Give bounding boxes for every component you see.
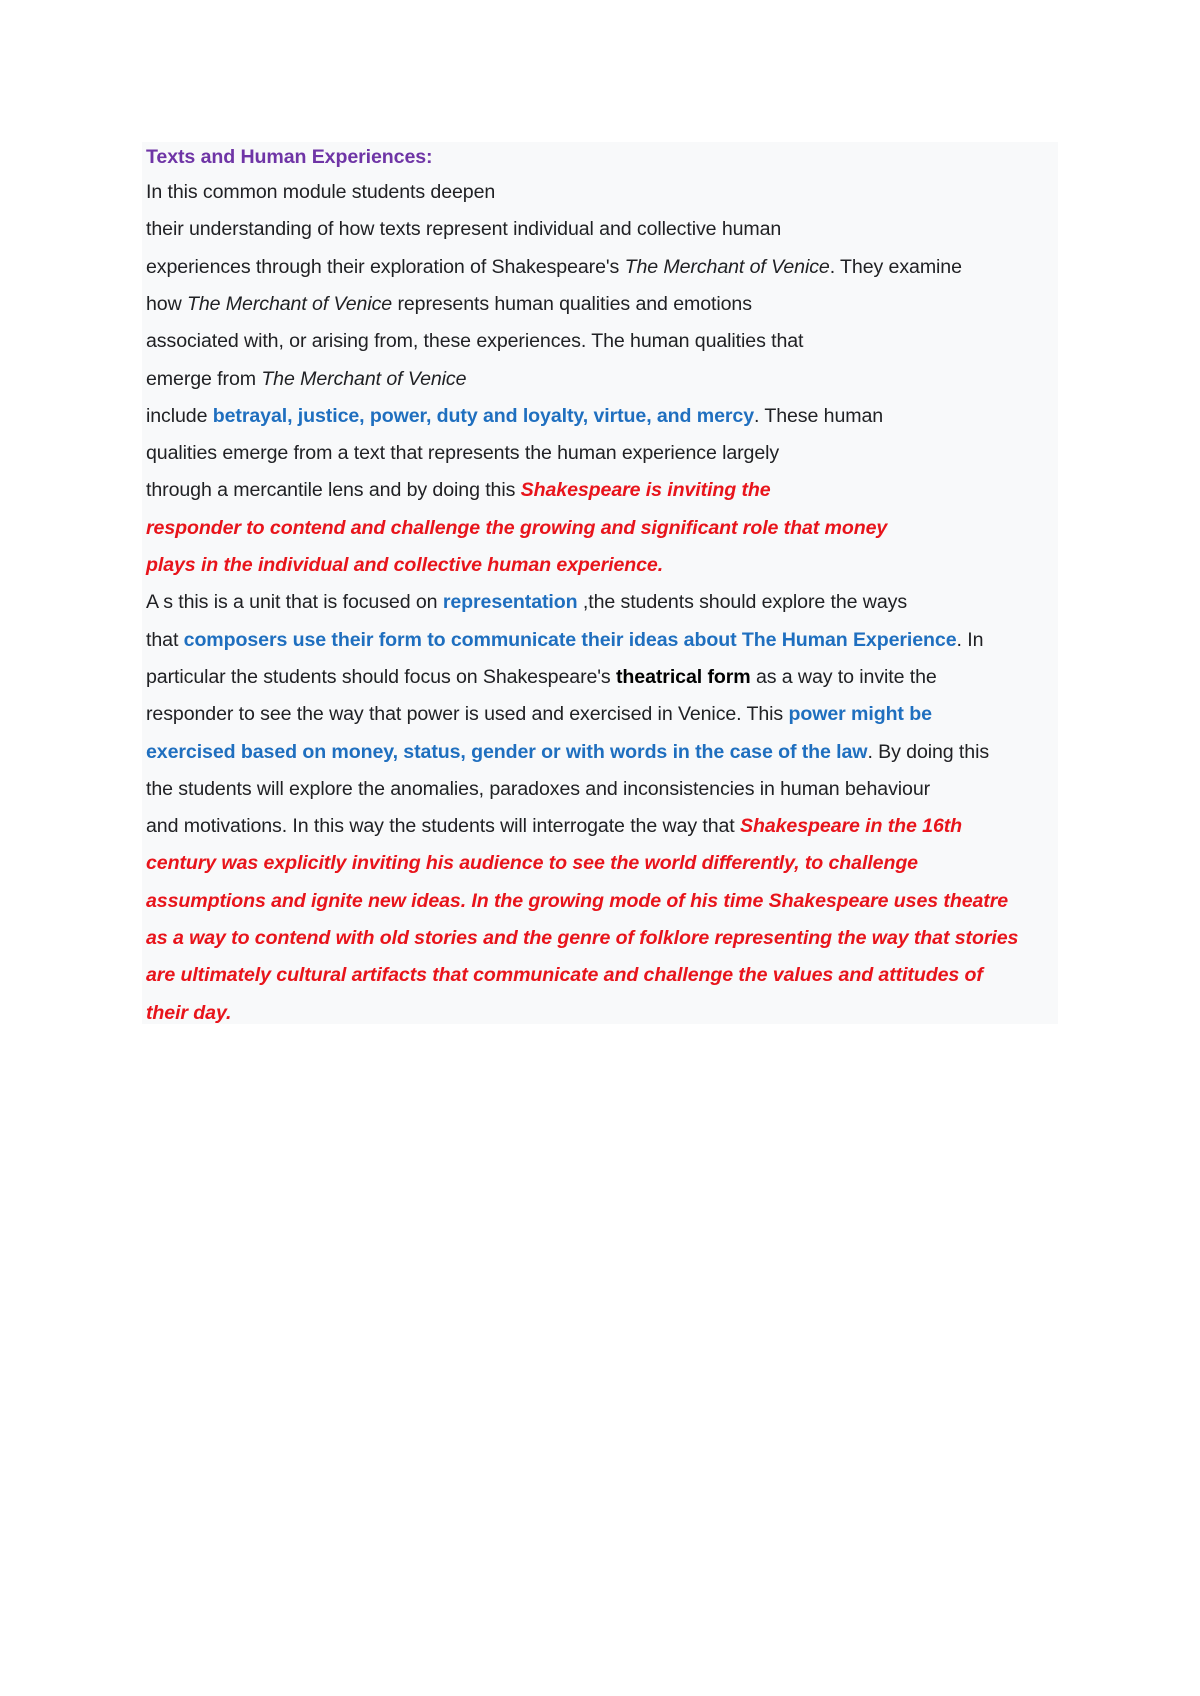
emphasis-red: their day. (146, 1001, 232, 1024)
body-line (146, 775, 930, 803)
emphasis-red: as a way to contend with old stories and the genre of folklore representing the way that stories (146, 927, 1019, 949)
body-line (146, 514, 887, 542)
body-line (146, 924, 1018, 952)
text-run: responder to see the way that power is used and exercised in Venice. This (146, 703, 789, 726)
body-line (146, 551, 663, 579)
body-line (146, 812, 962, 840)
emphasis-blue: composers use their form to communicate their ideas about The Human Experience (183, 628, 957, 651)
text-run: In this common module students deepen (146, 181, 496, 203)
emphasis-red: plays in the individual and collective human experience. (146, 554, 664, 576)
body-line (146, 290, 752, 318)
work-title: The Merchant of Venice (261, 367, 467, 390)
body-line (146, 439, 779, 467)
emphasis-bold: theatrical form (615, 665, 751, 688)
emphasis-blue: representation (442, 591, 578, 614)
body-line (146, 327, 803, 355)
text-run: how (146, 292, 187, 315)
body-line (146, 700, 932, 728)
body-line (146, 887, 1008, 915)
body-line (146, 476, 771, 504)
text-block (142, 142, 1058, 1024)
emphasis-red: Shakespeare in the 16th (740, 815, 963, 838)
text-run: their understanding of how texts represent individual and collective human (146, 218, 782, 241)
text-run: through a mercantile lens and by doing this (146, 479, 521, 502)
document-heading: Texts and Human Experiences: (146, 146, 433, 168)
text-run: A s this is a unit that is focused on (146, 591, 443, 614)
text-run: ,the students should explore the ways (577, 591, 908, 614)
body-line (146, 663, 937, 691)
body-line (146, 215, 781, 243)
emphasis-red: assumptions and ignite new ideas. In the growing mode of his time Shakespeare uses theatre (146, 889, 1009, 912)
body-line (146, 178, 495, 206)
emphasis-red: Shakespeare is inviting the (520, 479, 771, 502)
text-run: and motivations. In this way the students will interrogate the way that (146, 815, 740, 838)
text-run: include (146, 404, 213, 427)
emphasis-blue: power might be (788, 703, 932, 726)
emphasis-blue: betrayal, justice, power, duty and loyalty, virtue, and mercy (212, 404, 755, 427)
emphasis-red: century was explicitly inviting his audience to see the world differently, to challenge (146, 852, 918, 875)
text-run: particular the students should focus on Shakespeare's (146, 665, 616, 688)
work-title: The Merchant of Venice (624, 255, 830, 278)
body-line (146, 849, 918, 877)
body-line (146, 253, 962, 281)
text-run: qualities emerge from a text that represents the human experience largely (146, 442, 780, 465)
text-run: represents human qualities and emotions (392, 292, 752, 315)
body-line (146, 626, 983, 654)
emphasis-red: are ultimately cultural artifacts that communicate and challenge the values and attitudes of (146, 964, 983, 987)
work-title: The Merchant of Venice (187, 292, 393, 315)
text-run: . They examine (829, 255, 962, 278)
text-run: associated with, or arising from, these experiences. The human qualities that (146, 330, 804, 353)
emphasis-blue: exercised based on money, status, gender or with words in the case of the law (146, 740, 868, 763)
body-line (146, 588, 907, 616)
body-line (146, 999, 231, 1027)
emphasis-red: responder to contend and challenge the growing and significant role that money (146, 516, 888, 539)
body-line (146, 402, 883, 430)
text-run: experiences through their exploration of Shakespeare's (146, 255, 625, 278)
body-line (146, 365, 466, 393)
text-run: that (146, 628, 184, 651)
text-run: . In (956, 628, 984, 651)
body-line (146, 738, 989, 766)
text-run: . By doing this (867, 740, 990, 763)
text-run: as a way to invite the (750, 665, 937, 688)
body-line (146, 961, 983, 989)
text-run: . These human (754, 404, 884, 427)
text-run: the students will explore the anomalies, paradoxes and inconsistencies in human behaviour (146, 777, 931, 800)
text-run: emerge from (146, 367, 262, 390)
